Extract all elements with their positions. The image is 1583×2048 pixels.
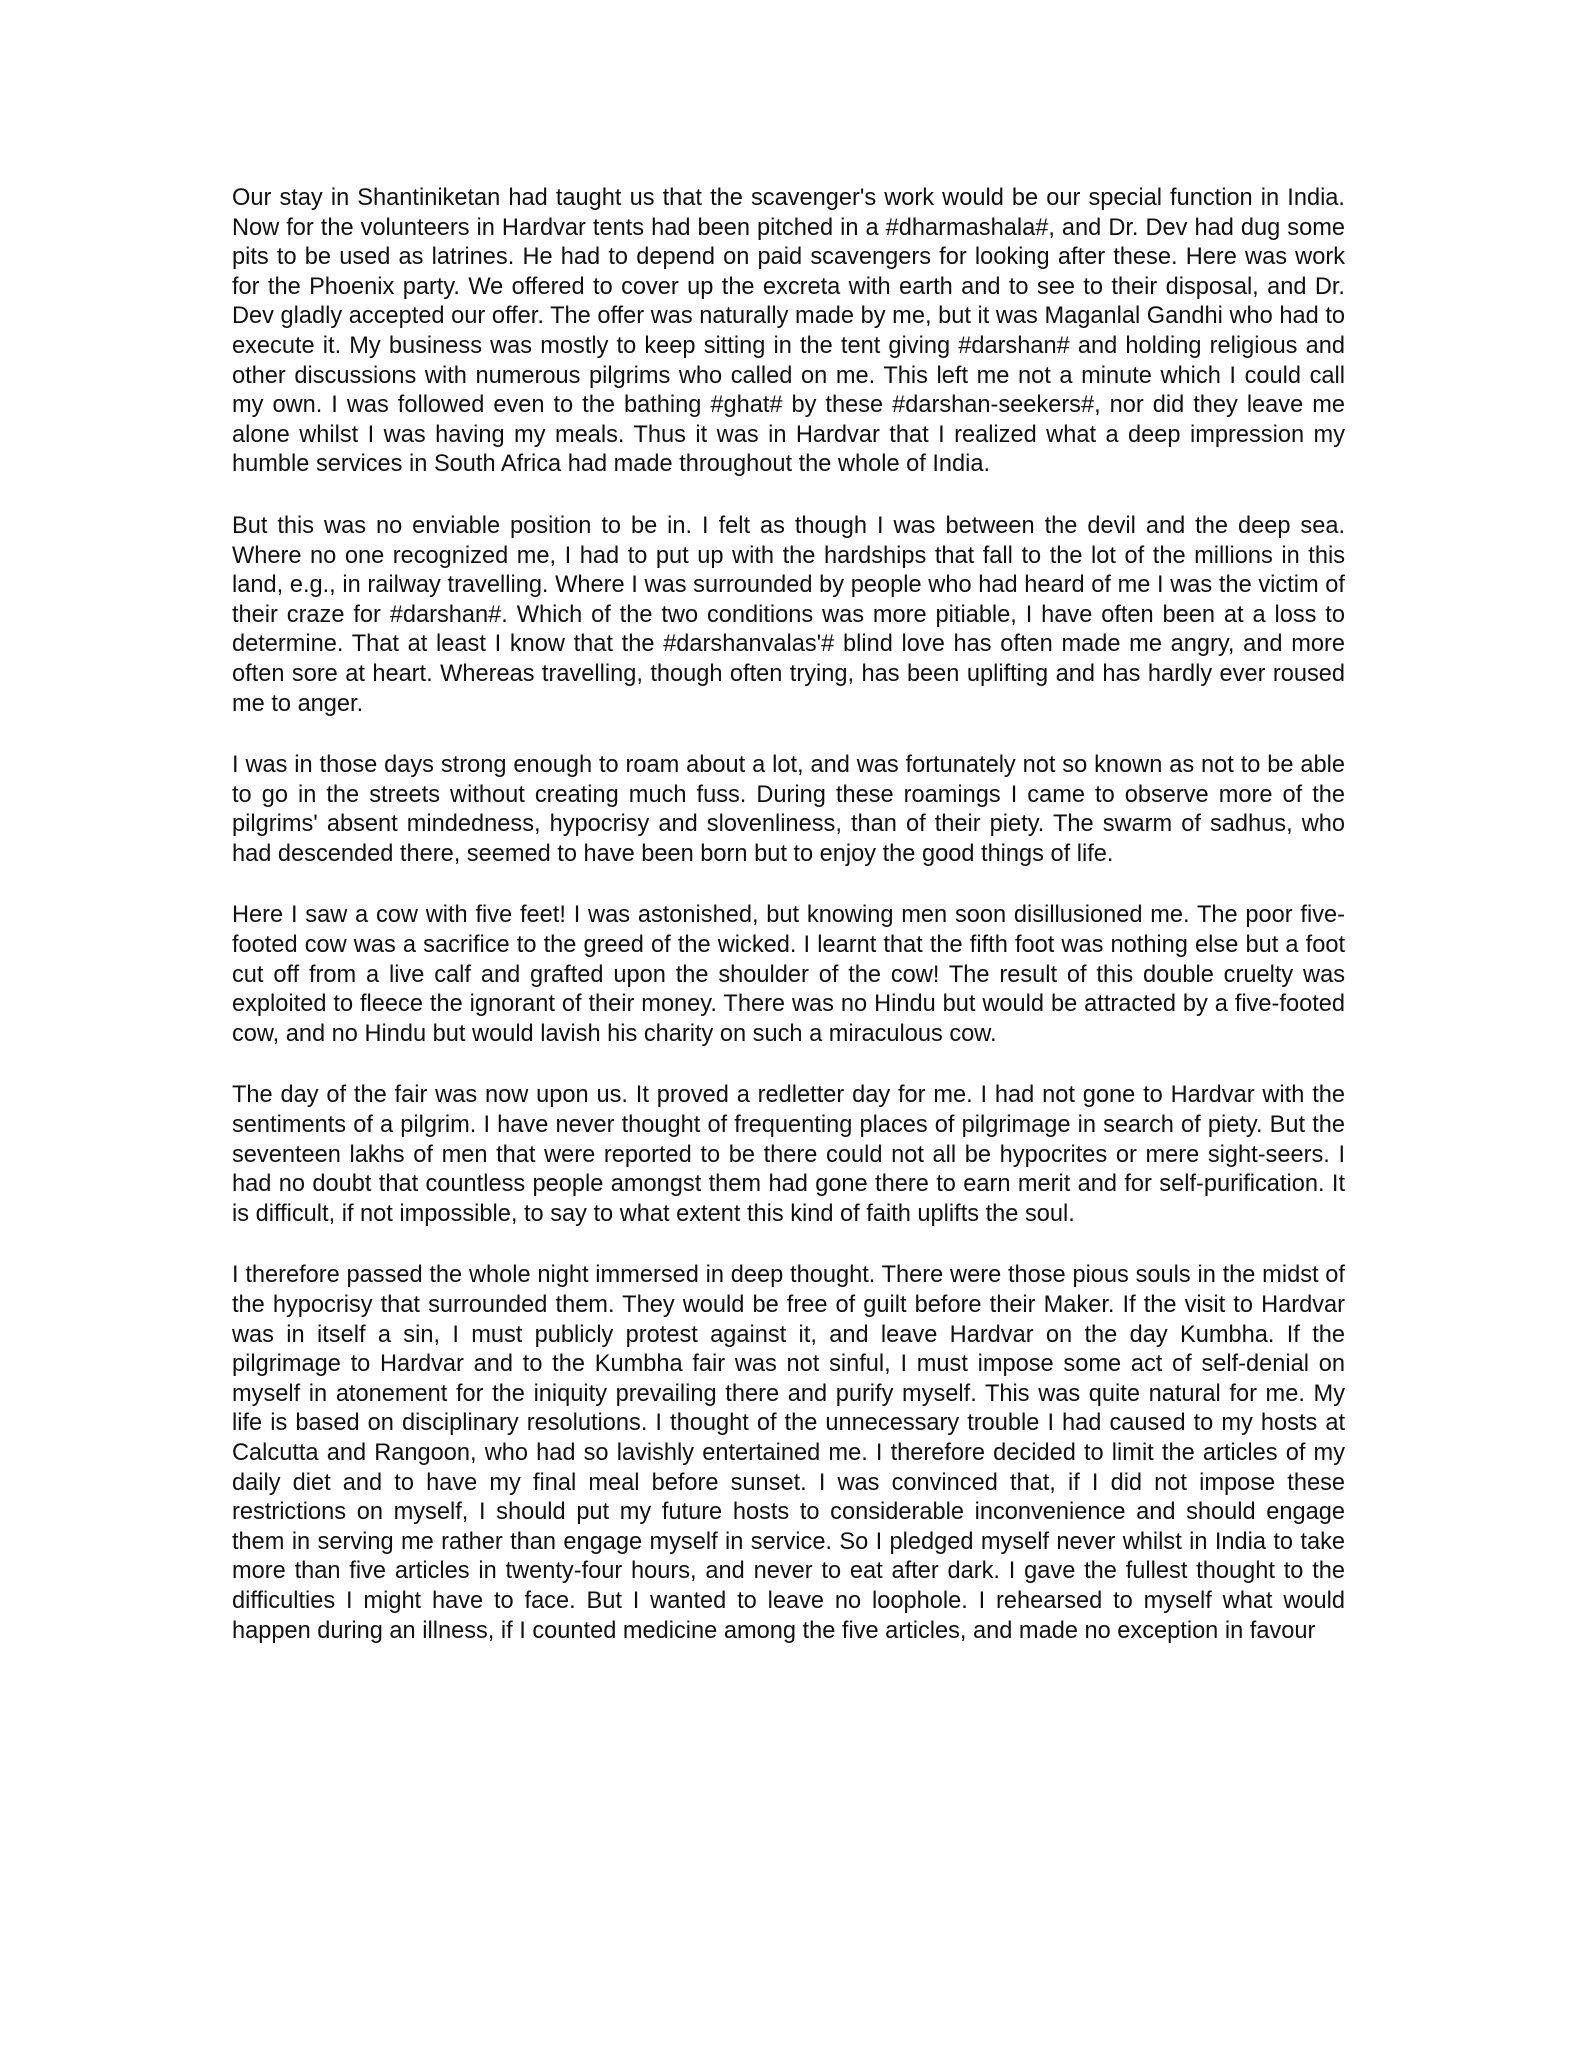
- document-page: [232, 184, 1345, 1646]
- paragraph-3: I was in those days strong enough to roam about a lot, and was fortunately not so known as not to be able to go in the streets without creating much fuss. During these roamings I came to observe more of the pilgrims' absent mindedness, hypocrisy and slovenliness, than of their piety. The swarm of sadhus, who had descended there, seemed to have been born but to enjoy the good things of life.: [232, 752, 1345, 867]
- paragraph-4: Here I saw a cow with five feet! I was astonished, but knowing men soon disillusioned me. The poor five-footed cow was a sacrifice to the greed of the wicked. I learnt that the fifth foot was nothing else but a foot cut off from a live calf and grafted upon the shoulder of the cow! The result of this double cruelty was exploited to fleece the ignorant of their money. There was no Hindu but would be attracted by a five-footed cow, and no Hindu but would lavish his charity on such a miraculous cow.: [232, 902, 1345, 1047]
- paragraph-2: But this was no enviable position to be in. I felt as though I was between the devil and the deep sea. Where no one recognized me, I had to put up with the hardships that fall to the lot of the millions in this land, e.g., in railway travelling. Where I was surrounded by people who had heard of me I was the victim of their craze for #darshan#. Which of the two conditions was more pitiable, I have often been at a loss to determine. That at least I know that the #darshanvalas'# blind love has often made me angry, and more often sore at heart. Whereas travelling, though often trying, has been uplifting and has hardly ever roused me to anger.: [232, 512, 1345, 717]
- paragraph-6: I therefore passed the whole night immersed in deep thought. There were those pious souls in the midst of the hypocrisy that surrounded them. They would be free of guilt before their Maker. If the visit to Hardvar was in itself a sin, I must publicly protest against it, and leave Hardvar on the day Kumbha. If the pilgrimage to Hardvar and to the Kumbha fair was not sinful, I must impose some act of self-denial on myself in atonement for the iniquity prevailing there and purify myself. This was quite natural for me. My life is based on disciplinary resolutions. I thought of the unnecessary trouble I had caused to my hosts at Calcutta and Rangoon, who had so lavishly entertained me. I therefore decided to limit the articles of my daily diet and to have my final meal before sunset. I was convinced that, if I did not impose these restrictions on myself, I should put my future hosts to considerable inconvenience and should engage them in serving me rather than engage myself in service. So I pledged myself never whilst in India to take more than five articles in twenty-four hours, and never to eat after dark. I gave the fullest thought to the difficulties I might have to face. But I wanted to leave no loophole. I rehearsed to myself what would happen during an illness, if I counted medicine among the five articles, and made no exception in favour: [232, 1262, 1345, 1644]
- paragraph-5: The day of the fair was now upon us. It proved a redletter day for me. I had not gone to Hardvar with the sentiments of a pilgrim. I have never thought of frequenting places of pilgrimage in search of piety. But the seventeen lakhs of men that were reported to be there could not all be hypocrites or mere sight-seers. I had no doubt that countless people amongst them had gone there to earn merit and for self-purification. It is difficult, if not impossible, to say to what extent this kind of faith uplifts the soul.: [232, 1082, 1345, 1227]
- paragraph-1: Our stay in Shantiniketan had taught us that the scavenger's work would be our special function in India. Now for the volunteers in Hardvar tents had been pitched in a #dharmashala#, and Dr. Dev had dug some pits to be used as latrines. He had to depend on paid scavengers for looking after these. Here was work for the Phoenix party. We offered to cover up the excreta with earth and to see to their disposal, and Dr. Dev gladly accepted our offer. The offer was naturally made by me, but it was Maganlal Gandhi who had to execute it. My business was mostly to keep sitting in the tent giving #darshan# and holding religious and other discussions with numerous pilgrims who called on me. This left me not a minute which I could call my own. I was followed even to the bathing #ghat# by these #darshan-seekers#, nor did they leave me alone whilst I was having my meals. Thus it was in Hardvar that I realized what a deep impression my humble services in South Africa had made throughout the whole of India.: [232, 185, 1345, 478]
